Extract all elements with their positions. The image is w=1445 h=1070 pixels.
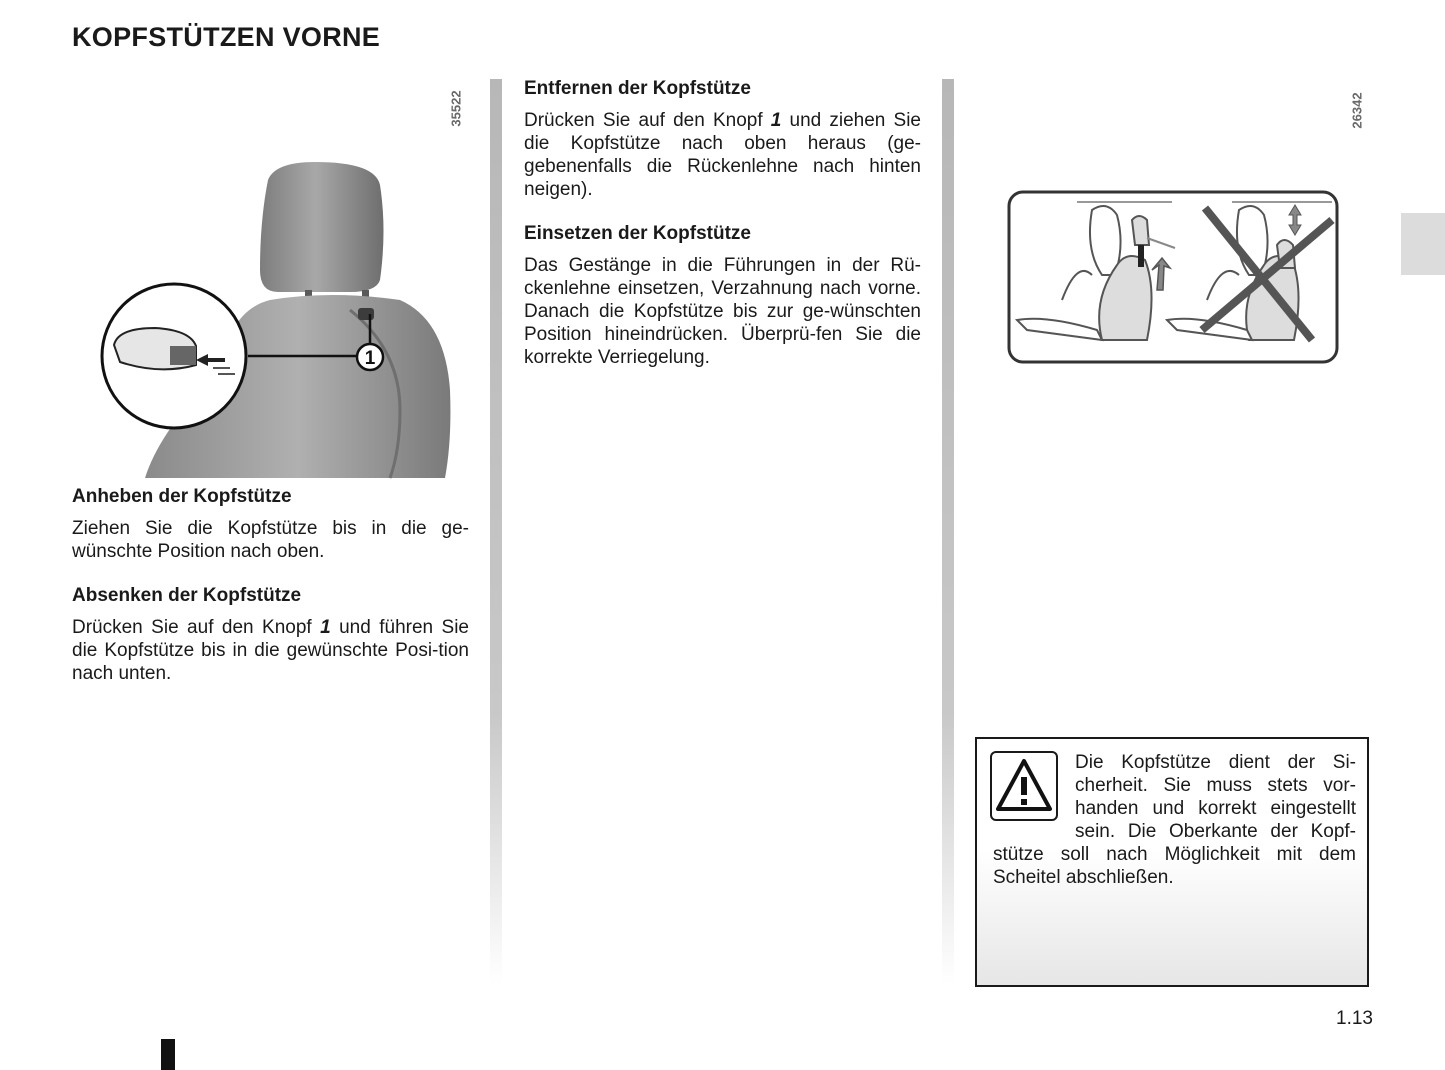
warning-triangle-icon bbox=[990, 751, 1058, 821]
section-heading-insert: Einsetzen der Kopfstütze bbox=[524, 223, 751, 244]
warning-box bbox=[975, 737, 1369, 987]
figure-code-right: 26342 bbox=[1349, 92, 1365, 129]
chapter-tab bbox=[1401, 213, 1445, 275]
page-title: KOPFSTÜTZEN VORNE bbox=[72, 22, 381, 52]
column-divider-left bbox=[490, 79, 502, 984]
section-heading-raise: Anheben der Kopfstütze bbox=[72, 486, 292, 507]
section-heading-remove: Entfernen der Kopfstütze bbox=[524, 78, 751, 99]
section-text-remove: Drücken Sie auf den Knopf 1 und ziehen Sie die Kopfstütze nach oben heraus (ge-gebenenfalls die Rückenlehne nach hinten neigen). bbox=[524, 110, 921, 200]
section-heading-lower: Absenken der Kopfstütze bbox=[72, 585, 302, 606]
headrest-illustration bbox=[100, 150, 455, 480]
column-divider-right bbox=[942, 79, 954, 984]
callout-number-1: 1 bbox=[364, 348, 376, 369]
warning-text-line: handen und korrekt eingestellt bbox=[1075, 798, 1356, 819]
print-mark bbox=[161, 1039, 175, 1070]
column-middle bbox=[524, 77, 921, 369]
column-left bbox=[72, 485, 469, 685]
section-text-lower: Drücken Sie auf den Knopf 1 und führen Sie die Kopfstütze bis in die gewünschte Posi-tion nach unten. bbox=[72, 617, 469, 684]
warning-text-line: Scheitel abschließen. bbox=[993, 867, 1174, 888]
warning-text-line: stütze soll nach Möglichkeit mit dem bbox=[993, 844, 1356, 865]
section-text-insert: Das Gestänge in die Führungen in der Rü-ckenlehne einsetzen, Verzahnung nach vorne. Danach die Kopfstütze bis zur ge-wünschten Position hineindrücken. Überprü-fen Sie die korrekte Verriegelung. bbox=[524, 255, 921, 368]
warning-text-line: sein. Die Oberkante der Kopf- bbox=[1075, 821, 1356, 842]
headrest-position-illustration bbox=[1007, 190, 1339, 366]
figure-code-left: 35522 bbox=[448, 90, 464, 127]
warning-text-line: cherheit. Sie muss stets vor- bbox=[1075, 775, 1356, 796]
page-number: 1.13 bbox=[1336, 1008, 1373, 1029]
section-text-raise: Ziehen Sie die Kopfstütze bis in die ge-wünschte Position nach oben. bbox=[72, 518, 469, 562]
warning-text-line: Die Kopfstütze dient der Si- bbox=[1075, 752, 1356, 773]
